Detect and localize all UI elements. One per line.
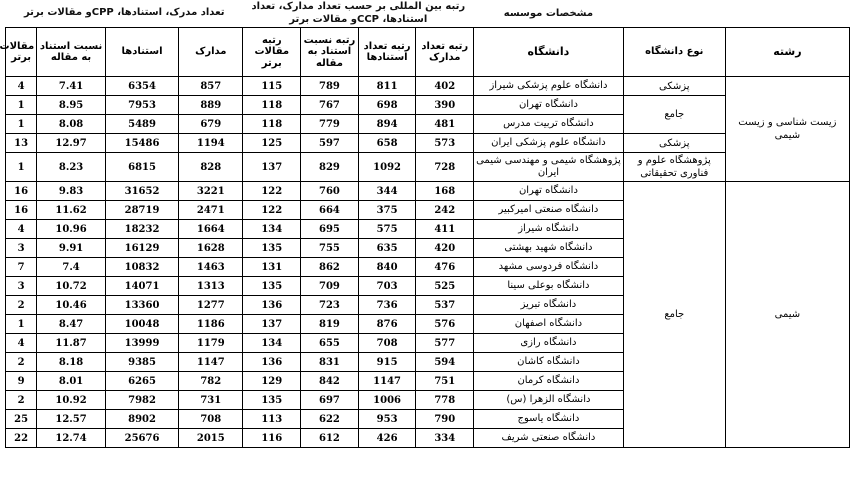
cell-rank-docs: 481 — [416, 115, 474, 134]
cell-university: دانشگاه رازی — [474, 334, 624, 353]
cell-documents: 5489 — [105, 115, 178, 134]
colhead-rank-docs: رتبه تعداد مدارک — [416, 28, 474, 77]
cell-university: دانشگاه فردوسی مشهد — [474, 258, 624, 277]
cell-rank-citations: 658 — [358, 134, 416, 153]
cell-top-papers: 2 — [6, 353, 37, 372]
group-type-comprehensive-1: جامع — [623, 96, 725, 134]
cell-university: پژوهشگاه شیمی و مهندسی شیمی ایران — [474, 153, 624, 182]
cell-rank-top-papers: 113 — [243, 410, 301, 429]
cell-citations: 889 — [179, 96, 243, 115]
cell-citations: 1179 — [179, 334, 243, 353]
cell-rank-top-papers: 125 — [243, 134, 301, 153]
cell-cpp: 8.23 — [37, 153, 106, 182]
cell-rank-cpp: 862 — [301, 258, 359, 277]
cell-documents: 25676 — [105, 429, 178, 448]
cell-documents: 15486 — [105, 134, 178, 153]
colhead-rank-cpp: رتبه نسبت استناد به مقاله — [301, 28, 359, 77]
cell-rank-cpp: 819 — [301, 315, 359, 334]
table-row — [6, 77, 850, 96]
column-header-row — [6, 28, 850, 77]
cell-citations: 679 — [179, 115, 243, 134]
cell-documents: 6265 — [105, 372, 178, 391]
cell-rank-cpp: 655 — [301, 334, 359, 353]
cell-university: دانشگاه کاشان — [474, 353, 624, 372]
cell-rank-citations: 708 — [358, 334, 416, 353]
cell-rank-citations: 736 — [358, 296, 416, 315]
cell-university: دانشگاه تهران — [474, 96, 624, 115]
cell-top-papers: 2 — [6, 296, 37, 315]
cell-citations: 1194 — [179, 134, 243, 153]
cell-documents: 18232 — [105, 220, 178, 239]
cell-rank-citations: 811 — [358, 77, 416, 96]
cell-documents: 7982 — [105, 391, 178, 410]
cell-citations: 1186 — [179, 315, 243, 334]
cell-documents: 10832 — [105, 258, 178, 277]
cell-rank-docs: 573 — [416, 134, 474, 153]
cell-rank-docs: 576 — [416, 315, 474, 334]
cell-rank-docs: 728 — [416, 153, 474, 182]
cell-rank-cpp: 695 — [301, 220, 359, 239]
cell-rank-top-papers: 136 — [243, 353, 301, 372]
cell-top-papers: 1 — [6, 153, 37, 182]
cell-rank-cpp: 779 — [301, 115, 359, 134]
cell-cpp: 7.4 — [37, 258, 106, 277]
cell-rank-top-papers: 129 — [243, 372, 301, 391]
cell-documents: 8902 — [105, 410, 178, 429]
cell-rank-citations: 1147 — [358, 372, 416, 391]
cell-rank-citations: 703 — [358, 277, 416, 296]
colhead-top-papers: مقالات برتر — [6, 28, 37, 77]
cell-rank-top-papers: 135 — [243, 239, 301, 258]
cell-top-papers: 16 — [6, 201, 37, 220]
cell-rank-citations: 1006 — [358, 391, 416, 410]
colhead-rank-citations: رتبه تعداد استنادها — [358, 28, 416, 77]
table-row — [6, 134, 850, 153]
cell-cpp: 8.47 — [37, 315, 106, 334]
cell-cpp: 7.41 — [37, 77, 106, 96]
cell-documents: 7953 — [105, 96, 178, 115]
cell-rank-citations: 575 — [358, 220, 416, 239]
cell-rank-citations: 1092 — [358, 153, 416, 182]
cell-university: دانشگاه یاسوج — [474, 410, 624, 429]
cell-university: دانشگاه صنعتی شریف — [474, 429, 624, 448]
cell-citations: 1463 — [179, 258, 243, 277]
cell-citations: 828 — [179, 153, 243, 182]
cell-rank-docs: 390 — [416, 96, 474, 115]
cell-top-papers: 22 — [6, 429, 37, 448]
cell-rank-citations: 698 — [358, 96, 416, 115]
group-type-comprehensive-2: جامع — [623, 182, 725, 448]
cell-rank-citations: 635 — [358, 239, 416, 258]
cell-cpp: 11.62 — [37, 201, 106, 220]
cell-top-papers: 2 — [6, 391, 37, 410]
cell-top-papers: 3 — [6, 277, 37, 296]
cell-documents: 6354 — [105, 77, 178, 96]
colhead-university: دانشگاه — [474, 28, 624, 77]
cell-documents: 13360 — [105, 296, 178, 315]
cell-cpp: 10.96 — [37, 220, 106, 239]
colhead-cpp: نسبت استناد به مقاله — [37, 28, 106, 77]
cell-rank-docs: 242 — [416, 201, 474, 220]
cell-university: دانشگاه علوم پزشکی ایران — [474, 134, 624, 153]
cell-university: دانشگاه کرمان — [474, 372, 624, 391]
cell-top-papers: 7 — [6, 258, 37, 277]
cell-university: دانشگاه علوم پزشکی شیراز — [474, 77, 624, 96]
group-field-chem: شیمی — [725, 182, 849, 448]
cell-documents: 9385 — [105, 353, 178, 372]
cell-rank-cpp: 831 — [301, 353, 359, 372]
cell-top-papers: 4 — [6, 334, 37, 353]
cell-top-papers: 25 — [6, 410, 37, 429]
cell-documents: 16129 — [105, 239, 178, 258]
caption-international-rank: رتبه بین المللی بر حسب تعداد مدارک، تعداد استنادها، CCPو مقالات برتر — [251, 1, 466, 25]
cell-rank-top-papers: 134 — [243, 220, 301, 239]
caption-row — [6, 0, 850, 28]
cell-citations: 3221 — [179, 182, 243, 201]
cell-cpp: 10.46 — [37, 296, 106, 315]
cell-rank-cpp: 622 — [301, 410, 359, 429]
cell-rank-cpp: 723 — [301, 296, 359, 315]
cell-rank-top-papers: 137 — [243, 153, 301, 182]
cell-documents: 6815 — [105, 153, 178, 182]
cell-rank-cpp: 789 — [301, 77, 359, 96]
group-field-bio: زیست شناسی و زیست شیمی — [725, 77, 849, 182]
cell-top-papers: 16 — [6, 182, 37, 201]
cell-rank-cpp: 709 — [301, 277, 359, 296]
cell-rank-top-papers: 122 — [243, 182, 301, 201]
cell-university: دانشگاه اصفهان — [474, 315, 624, 334]
cell-university: دانشگاه صنعتی امیرکبیر — [474, 201, 624, 220]
cell-rank-top-papers: 136 — [243, 296, 301, 315]
cell-rank-cpp: 664 — [301, 201, 359, 220]
cell-rank-docs: 790 — [416, 410, 474, 429]
cell-rank-docs: 577 — [416, 334, 474, 353]
cell-cpp: 12.97 — [37, 134, 106, 153]
cell-cpp: 8.08 — [37, 115, 106, 134]
cell-rank-docs: 476 — [416, 258, 474, 277]
cell-top-papers: 13 — [6, 134, 37, 153]
cell-rank-cpp: 767 — [301, 96, 359, 115]
cell-documents: 13999 — [105, 334, 178, 353]
colhead-rank-top-papers: رتبه مقالات برتر — [243, 28, 301, 77]
group-type-research: پژوهشگاه علوم و فناوری تحقیقاتی — [623, 153, 725, 182]
cell-rank-cpp: 612 — [301, 429, 359, 448]
cell-rank-docs: 778 — [416, 391, 474, 410]
cell-citations: 731 — [179, 391, 243, 410]
cell-rank-citations: 840 — [358, 258, 416, 277]
cell-cpp: 10.92 — [37, 391, 106, 410]
cell-rank-cpp: 842 — [301, 372, 359, 391]
cell-citations: 1628 — [179, 239, 243, 258]
table-row — [6, 96, 850, 115]
cell-top-papers: 4 — [6, 220, 37, 239]
cell-documents: 31652 — [105, 182, 178, 201]
cell-top-papers: 1 — [6, 315, 37, 334]
colhead-citations: مدارک — [179, 28, 243, 77]
cell-rank-citations: 953 — [358, 410, 416, 429]
cell-rank-docs: 168 — [416, 182, 474, 201]
cell-rank-cpp: 760 — [301, 182, 359, 201]
cell-university: دانشگاه شیراز — [474, 220, 624, 239]
cell-rank-docs: 411 — [416, 220, 474, 239]
cell-top-papers: 1 — [6, 96, 37, 115]
cell-university: دانشگاه الزهرا (س) — [474, 391, 624, 410]
cell-top-papers: 4 — [6, 77, 37, 96]
cell-rank-top-papers: 137 — [243, 315, 301, 334]
cell-citations: 708 — [179, 410, 243, 429]
cell-citations: 1313 — [179, 277, 243, 296]
cell-citations: 1277 — [179, 296, 243, 315]
cell-rank-citations: 375 — [358, 201, 416, 220]
caption-counts: تعداد مدرک، استنادها، CPPو مقالات برتر — [23, 7, 225, 19]
cell-rank-citations: 344 — [358, 182, 416, 201]
cell-university: دانشگاه شهید بهشتی — [474, 239, 624, 258]
caption-spacer — [623, 0, 849, 28]
cell-cpp: 12.74 — [37, 429, 106, 448]
cell-citations: 1147 — [179, 353, 243, 372]
cell-rank-top-papers: 118 — [243, 96, 301, 115]
cell-university: دانشگاه بوعلی سینا — [474, 277, 624, 296]
cell-documents: 10048 — [105, 315, 178, 334]
cell-cpp: 9.91 — [37, 239, 106, 258]
cell-documents: 28719 — [105, 201, 178, 220]
cell-cpp: 12.57 — [37, 410, 106, 429]
cell-citations: 2471 — [179, 201, 243, 220]
cell-rank-docs: 751 — [416, 372, 474, 391]
cell-cpp: 10.72 — [37, 277, 106, 296]
colhead-documents: استنادها — [105, 28, 178, 77]
cell-rank-top-papers: 122 — [243, 201, 301, 220]
cell-cpp: 9.83 — [37, 182, 106, 201]
cell-rank-top-papers: 135 — [243, 277, 301, 296]
cell-rank-docs: 402 — [416, 77, 474, 96]
cell-rank-cpp: 829 — [301, 153, 359, 182]
cell-rank-citations: 876 — [358, 315, 416, 334]
cell-rank-top-papers: 116 — [243, 429, 301, 448]
cell-rank-docs: 420 — [416, 239, 474, 258]
group-type-medical-1: پزشکی — [623, 77, 725, 96]
cell-cpp: 8.01 — [37, 372, 106, 391]
cell-university: دانشگاه تهران — [474, 182, 624, 201]
cell-top-papers: 1 — [6, 115, 37, 134]
cell-cpp: 8.95 — [37, 96, 106, 115]
cell-rank-cpp: 597 — [301, 134, 359, 153]
cell-rank-docs: 334 — [416, 429, 474, 448]
cell-documents: 14071 — [105, 277, 178, 296]
cell-cpp: 11.87 — [37, 334, 106, 353]
cell-citations: 857 — [179, 77, 243, 96]
cell-rank-top-papers: 118 — [243, 115, 301, 134]
cell-top-papers: 9 — [6, 372, 37, 391]
colhead-univ-type: نوع دانشگاه — [623, 28, 725, 77]
cell-cpp: 8.18 — [37, 353, 106, 372]
cell-university: دانشگاه تبریز — [474, 296, 624, 315]
cell-rank-citations: 426 — [358, 429, 416, 448]
table-row — [6, 182, 850, 201]
cell-rank-top-papers: 115 — [243, 77, 301, 96]
colhead-field: رشته — [725, 28, 849, 77]
cell-rank-docs: 594 — [416, 353, 474, 372]
cell-citations: 782 — [179, 372, 243, 391]
cell-rank-top-papers: 134 — [243, 334, 301, 353]
cell-rank-top-papers: 131 — [243, 258, 301, 277]
cell-rank-citations: 915 — [358, 353, 416, 372]
cell-rank-docs: 537 — [416, 296, 474, 315]
cell-citations: 1664 — [179, 220, 243, 239]
table-row — [6, 153, 850, 182]
group-type-medical-2: پزشکی — [623, 134, 725, 153]
cell-university: دانشگاه تربیت مدرس — [474, 115, 624, 134]
cell-top-papers: 3 — [6, 239, 37, 258]
caption-institution: مشخصات موسسه — [503, 8, 594, 19]
cell-rank-citations: 894 — [358, 115, 416, 134]
cell-rank-cpp: 697 — [301, 391, 359, 410]
cell-rank-cpp: 755 — [301, 239, 359, 258]
cell-rank-top-papers: 135 — [243, 391, 301, 410]
cell-citations: 2015 — [179, 429, 243, 448]
cell-rank-docs: 525 — [416, 277, 474, 296]
